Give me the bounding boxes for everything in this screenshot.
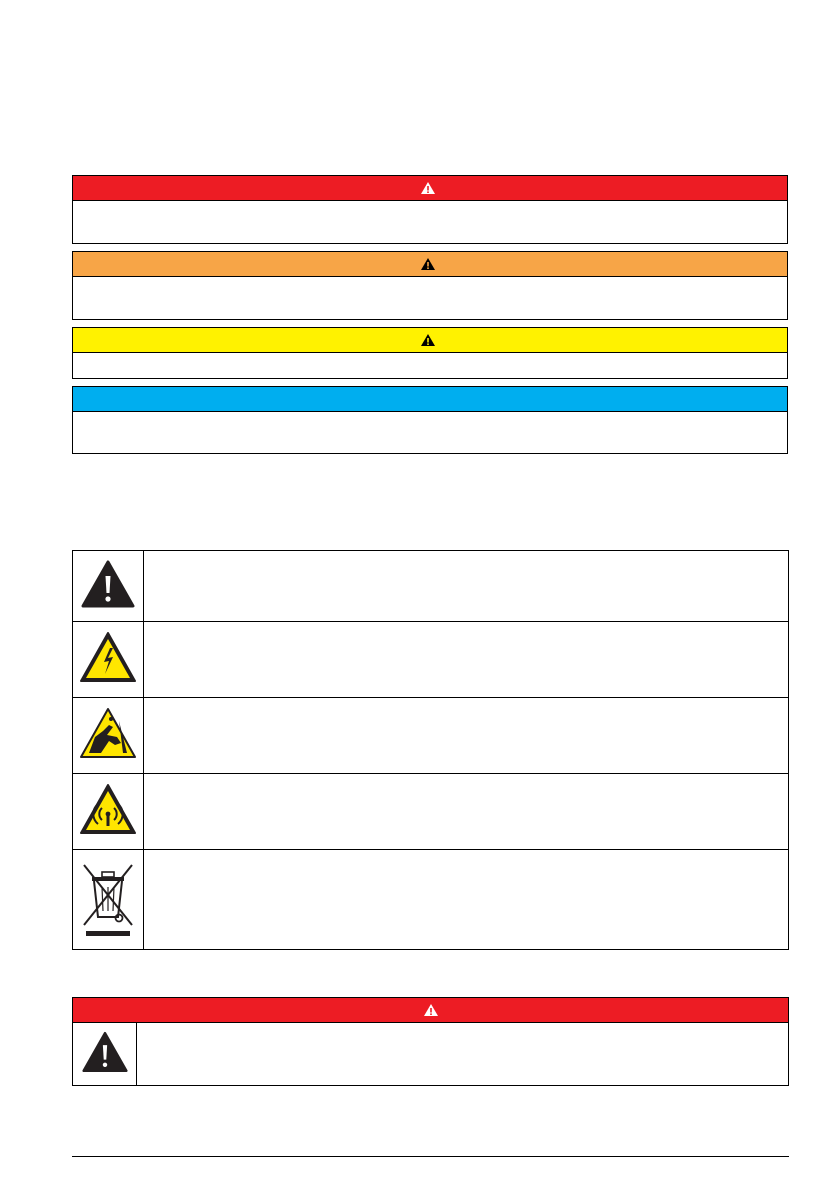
icon-cell [73,774,144,850]
warning-triangle-white-icon [420,181,436,195]
danger-box [72,175,788,244]
warning-triangle-black-icon [420,333,436,347]
warning-header [73,252,787,277]
symbol-description [144,774,789,850]
symbols-table [72,550,789,950]
final-danger-box [72,997,789,1086]
caution-text [73,353,787,361]
general-hazard-icon [81,595,135,612]
icon-cell [73,622,144,698]
symbol-description [144,622,789,698]
notice-header [73,387,787,412]
general-hazard-icon [82,1031,128,1078]
warning-triangle-black-icon [420,257,436,271]
warning-text [73,277,787,285]
warning-triangle-white-icon [423,1003,439,1017]
table-row [73,551,789,622]
weee-crossed-bin-icon [80,926,136,943]
final-danger-text [137,1023,788,1085]
table-row [73,698,789,774]
icon-cell [73,1023,137,1085]
symbol-description [144,850,789,950]
caution-box [72,327,788,379]
final-danger-header [73,998,788,1023]
footer-divider [72,1156,789,1157]
symbol-description [144,551,789,622]
caution-header [73,328,787,353]
final-danger-row [73,1023,788,1085]
danger-text [73,201,787,209]
electrical-hazard-icon [78,671,138,688]
electrostatic-discharge-icon [79,746,137,763]
table-row [73,622,789,698]
icon-cell [73,698,144,774]
notice-text [73,412,787,420]
notice-box [72,386,788,454]
danger-header [73,176,787,201]
table-row [73,774,789,850]
icon-cell [73,551,144,622]
symbol-description [144,698,789,774]
icon-cell [73,850,144,950]
non-ionizing-radiation-icon [78,823,138,840]
warning-box [72,251,788,320]
table-row [73,850,789,950]
